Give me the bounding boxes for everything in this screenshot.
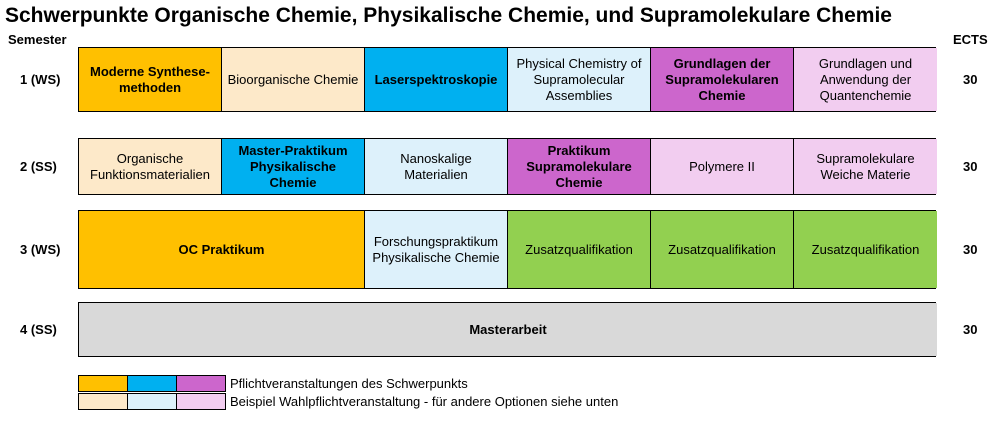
course-cell: Zusatzqualifikation	[508, 211, 651, 288]
course-cell: OC Praktikum	[79, 211, 365, 288]
course-cell: Physical Chemistry of Supramolecular Assemblies	[508, 48, 651, 111]
course-cell: Organische Funktionsmaterialien	[79, 139, 222, 194]
course-cell: Grundlagen und Anwendung der Quantenchemie	[794, 48, 937, 111]
page-title: Schwerpunkte Organische Chemie, Physikalische Chemie, und Supramolekulare Chemie	[5, 4, 892, 27]
course-cell: Polymere II	[651, 139, 794, 194]
course-cell: Bioorganische Chemie	[222, 48, 365, 111]
legend-swatch	[176, 393, 226, 410]
semester-label: 2 (SS)	[20, 158, 57, 174]
semester-column-header: Semester	[8, 32, 67, 47]
legend-swatch-group	[78, 375, 225, 392]
ects-value: 30	[963, 158, 978, 174]
legend-swatch	[78, 393, 128, 410]
legend-label: Beispiel Wahlpflichtveranstaltung - für andere Optionen siehe unten	[230, 394, 619, 409]
ects-value: 30	[963, 71, 978, 87]
course-cell: Moderne Synthese-methoden	[79, 48, 222, 111]
course-cell: Nanoskalige Materialien	[365, 139, 508, 194]
course-cell: Praktikum Supramolekulare Chemie	[508, 139, 651, 194]
course-cell: Laserspektroskopie	[365, 48, 508, 111]
semester-row	[78, 138, 936, 195]
legend-label: Pflichtveranstaltungen des Schwerpunkts	[230, 376, 468, 391]
semester-label: 3 (WS)	[20, 241, 61, 257]
course-cell: Zusatzqualifikation	[651, 211, 794, 288]
semester-label: 4 (SS)	[20, 321, 57, 337]
ects-value: 30	[963, 321, 978, 337]
legend-swatch	[127, 375, 177, 392]
course-cell: Masterarbeit	[79, 303, 937, 356]
legend-swatch	[127, 393, 177, 410]
semester-label: 1 (WS)	[20, 71, 61, 87]
course-cell: Master-Praktikum Physikalische Chemie	[222, 139, 365, 194]
semester-row	[78, 47, 936, 112]
course-cell: Zusatzqualifikation	[794, 211, 937, 288]
semester-row	[78, 302, 936, 357]
legend-swatch	[176, 375, 226, 392]
course-cell: Supramolekulare Weiche Materie	[794, 139, 937, 194]
course-cell: Forschungspraktikum Physikalische Chemie	[365, 211, 508, 288]
legend-swatch	[78, 375, 128, 392]
course-cell: Grundlagen der Supramolekularen Chemie	[651, 48, 794, 111]
ects-column-header: ECTS	[953, 32, 988, 47]
ects-value: 30	[963, 241, 978, 257]
legend-swatch-group	[78, 393, 225, 410]
semester-row	[78, 210, 936, 289]
